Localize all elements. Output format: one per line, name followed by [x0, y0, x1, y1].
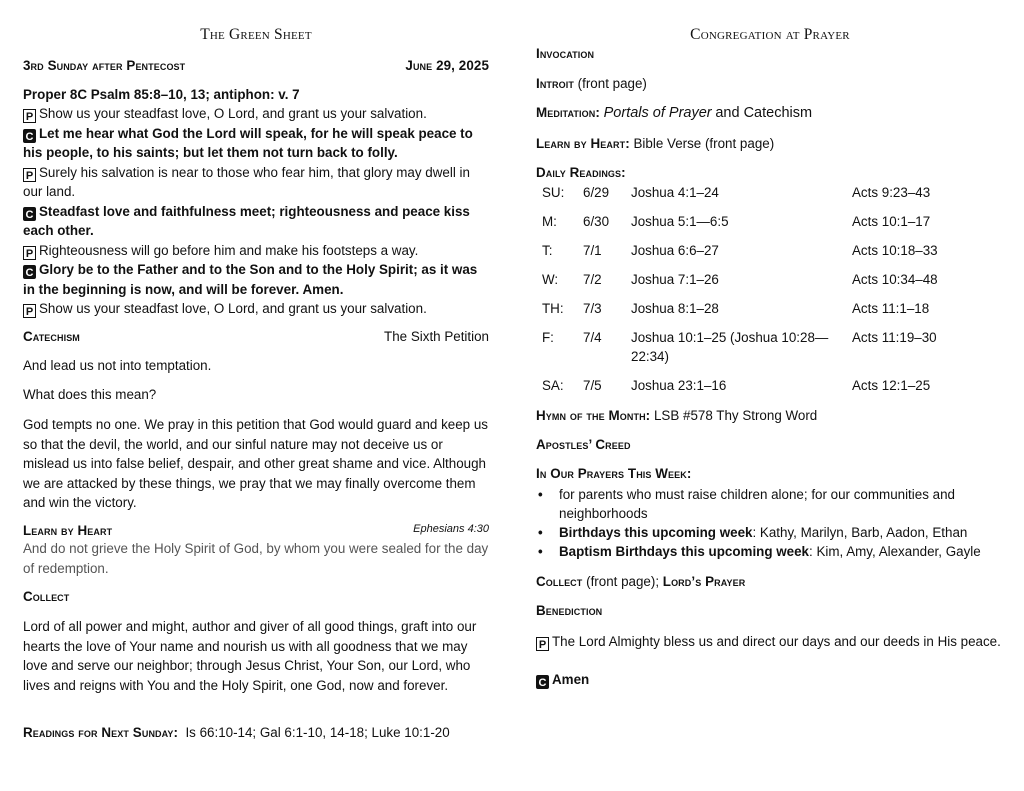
reading-ot: Joshua 6:6–27 — [631, 243, 719, 258]
pastor-icon: P — [23, 168, 36, 182]
collect-label-right: Collect — [536, 574, 583, 589]
collect-note: (front page); — [586, 574, 660, 589]
meditation-title: Portals of Prayer — [603, 105, 712, 121]
catechism-what: What does this mean? — [23, 387, 157, 402]
benediction-pastor-text: The Lord Almighty bless us and direct our days and our deeds in His peace. — [552, 634, 1001, 649]
psalm-verse-text: Let me hear what God the Lord will speak, for he will speak peace to his people, to his saints; but let them not turn back to folly. — [23, 125, 473, 160]
introit — [536, 76, 1004, 91]
pastor-icon: P — [23, 109, 36, 123]
reading-row — [542, 241, 1002, 270]
psalm-verse — [23, 124, 489, 163]
benediction-pastor — [536, 632, 1004, 652]
psalm-verse-text: Steadfast love and faithfulness meet; righteousness and peace kiss each other. — [23, 203, 470, 238]
reading-row — [542, 270, 1002, 299]
reading-ot: Joshua 7:1–26 — [631, 272, 719, 287]
prayer-item — [536, 542, 1004, 561]
learn-reference: Ephesians 4:30 — [413, 523, 489, 535]
meditation-label: Meditation: — [536, 105, 600, 120]
congregation-icon: C — [23, 265, 36, 279]
reading-row — [542, 299, 1002, 328]
reading-nt: Acts 9:23–43 — [852, 185, 931, 200]
psalm-verse-text: Show us your steadfast love, O Lord, and grant us your salvation. — [39, 106, 427, 121]
meditation — [536, 105, 1004, 121]
reading-date: 7/5 — [583, 378, 602, 393]
reading-ot: Joshua 10:1–25 (Joshua 10:28—22:34) — [631, 330, 829, 364]
benediction-congregation — [536, 670, 1004, 690]
congregation-icon: C — [536, 675, 549, 689]
reading-day: T: — [542, 243, 553, 258]
congregation-icon: C — [23, 207, 36, 221]
reading-day: F: — [542, 330, 554, 345]
next-readings: Readings for Next Sunday: Is 66:10-14; Gal 6:1-10, 14-18; Luke 10:1-20 — [23, 725, 450, 740]
reading-date: 6/29 — [583, 185, 610, 200]
reading-date: 7/2 — [583, 272, 602, 287]
meditation-rest: and Catechism — [715, 105, 813, 121]
reading-nt: Acts 10:1–17 — [852, 214, 931, 229]
benediction-label: Benediction — [536, 603, 603, 618]
prayer-item-heading: Birthdays this upcoming week — [559, 525, 753, 540]
reading-nt: Acts 11:19–30 — [852, 330, 937, 345]
psalm-responsive — [23, 104, 489, 319]
introit-note: (front page) — [577, 76, 647, 91]
reading-row — [542, 376, 1002, 405]
invocation: Invocation — [536, 46, 595, 61]
catechism-header — [23, 329, 489, 344]
psalm-verse-text: Glory be to the Father and to the Son and to the Holy Spirit; as it was in the beginning is now, and will be forever. Amen. — [23, 262, 478, 297]
learn-text-right: Bible Verse (front page) — [633, 136, 775, 151]
sunday-name: 3rd Sunday after Pentecost — [23, 58, 186, 73]
learn-by-heart — [536, 136, 1004, 151]
psalm-verse — [23, 299, 489, 319]
service-header — [23, 58, 489, 73]
psalm-verse — [23, 241, 489, 261]
hymn-of-month — [536, 408, 1004, 423]
pastor-icon: P — [23, 304, 36, 318]
prayer-item — [536, 485, 1004, 523]
pastor-icon: P — [23, 246, 36, 260]
hymn-label: Hymn of the Month: — [536, 408, 651, 423]
left-page-title: The Green Sheet — [200, 26, 312, 43]
prayer-item-text: for parents who must raise children alone; for our communities and neighborhoods — [559, 487, 955, 521]
reading-nt: Acts 12:1–25 — [852, 378, 931, 393]
reading-row — [542, 328, 1002, 376]
psalm-verse-text: Surely his salvation is near to those who fear him, that glory may dwell in our land. — [23, 164, 470, 199]
reading-nt: Acts 10:34–48 — [852, 272, 938, 287]
reading-row — [542, 183, 1002, 212]
reading-ot: Joshua 23:1–16 — [631, 378, 727, 393]
next-readings-label: Readings for Next Sunday — [23, 725, 174, 740]
reading-row — [542, 212, 1002, 241]
next-readings-text: Is 66:10-14; Gal 6:1-10, 14-18; Luke 10:1-20 — [185, 725, 450, 740]
right-page-title: Congregation at Prayer — [690, 26, 850, 43]
prayer-item-text: : Kim, Amy, Alexander, Gayle — [809, 544, 981, 559]
learn-verse: And do not grieve the Holy Spirit of God, by whom you were sealed for the day of redemption. — [23, 541, 489, 576]
service-date: June 29, 2025 — [405, 58, 489, 73]
hymn-text: LSB #578 Thy Strong Word — [653, 408, 818, 423]
reading-ot: Joshua 5:1—6:5 — [631, 214, 729, 229]
congregation-icon: C — [23, 129, 36, 143]
prayer-item-text: : Kathy, Marilyn, Barb, Aadon, Ethan — [752, 525, 968, 540]
psalm-verse — [23, 202, 489, 241]
prayer-item-heading: Baptism Birthdays this upcoming week — [559, 544, 810, 559]
catechism-answer: God tempts no one. We pray in this petition that God would guard and keep us so that the devil, the world, and our sinful nature may not deceive us or mislead us into false belief, despair, and other great shame and vice. Although we are attacked by these things, we pray that we may finally overcome them and win the victory. — [23, 417, 488, 510]
collect-text: Lord of all power and might, author and giver of all good things, graft into our hearts the love of Your name and nourish us with all goodness that we may love and serve our neighbor; through Jesus Christ, Your Son, our Lord, who lives and reigns with You and the Holy Spirit, one God, now and forever. — [23, 619, 477, 693]
catechism-label: Catechism — [23, 329, 80, 344]
reading-date: 7/3 — [583, 301, 602, 316]
reading-day: M: — [542, 214, 557, 229]
collect-label: Collect — [23, 589, 70, 604]
catechism-petition: The Sixth Petition — [384, 329, 489, 344]
lords-prayer: Lord’s Prayer — [662, 574, 746, 589]
pastor-icon: P — [536, 637, 549, 651]
learn-label: Learn by Heart — [23, 523, 113, 538]
reading-ot: Joshua 8:1–28 — [631, 301, 719, 316]
daily-readings-table — [542, 183, 1002, 405]
reading-day: SU: — [542, 185, 565, 200]
reading-nt: Acts 10:18–33 — [852, 243, 938, 258]
psalm-verse — [23, 104, 489, 124]
catechism-question: And lead us not into temptation. — [23, 358, 212, 373]
reading-day: TH: — [542, 301, 564, 316]
psalm-verse — [23, 163, 489, 202]
reading-day: W: — [542, 272, 559, 287]
psalm-verse — [23, 260, 489, 299]
reading-date: 6/30 — [583, 214, 610, 229]
reading-date: 7/4 — [583, 330, 602, 345]
reading-day: SA: — [542, 378, 564, 393]
reading-nt: Acts 11:1–18 — [852, 301, 930, 316]
prayers-label: In Our Prayers This Week: — [536, 466, 692, 481]
reading-ot: Joshua 4:1–24 — [631, 185, 719, 200]
psalm-verse-text: Righteousness will go before him and make his footsteps a way. — [39, 242, 419, 258]
psalm-title: Proper 8C Psalm 85:8–10, 13; antiphon: v. 7 — [23, 87, 300, 102]
learn-label-right: Learn by Heart: — [536, 136, 630, 151]
daily-readings-label: Daily Readings: — [536, 165, 626, 180]
reading-date: 7/1 — [583, 243, 602, 258]
collect-lords-prayer — [536, 574, 1004, 589]
psalm-verse-text: Show us your steadfast love, O Lord, and grant us your salvation. — [39, 301, 427, 316]
introit-label: Introit — [536, 76, 574, 91]
prayers-list — [536, 485, 1004, 561]
learn-header — [23, 523, 489, 538]
prayer-item — [536, 523, 1004, 542]
apostles-creed: Apostles’ Creed — [536, 437, 631, 452]
benediction-amen: Amen — [552, 672, 590, 687]
